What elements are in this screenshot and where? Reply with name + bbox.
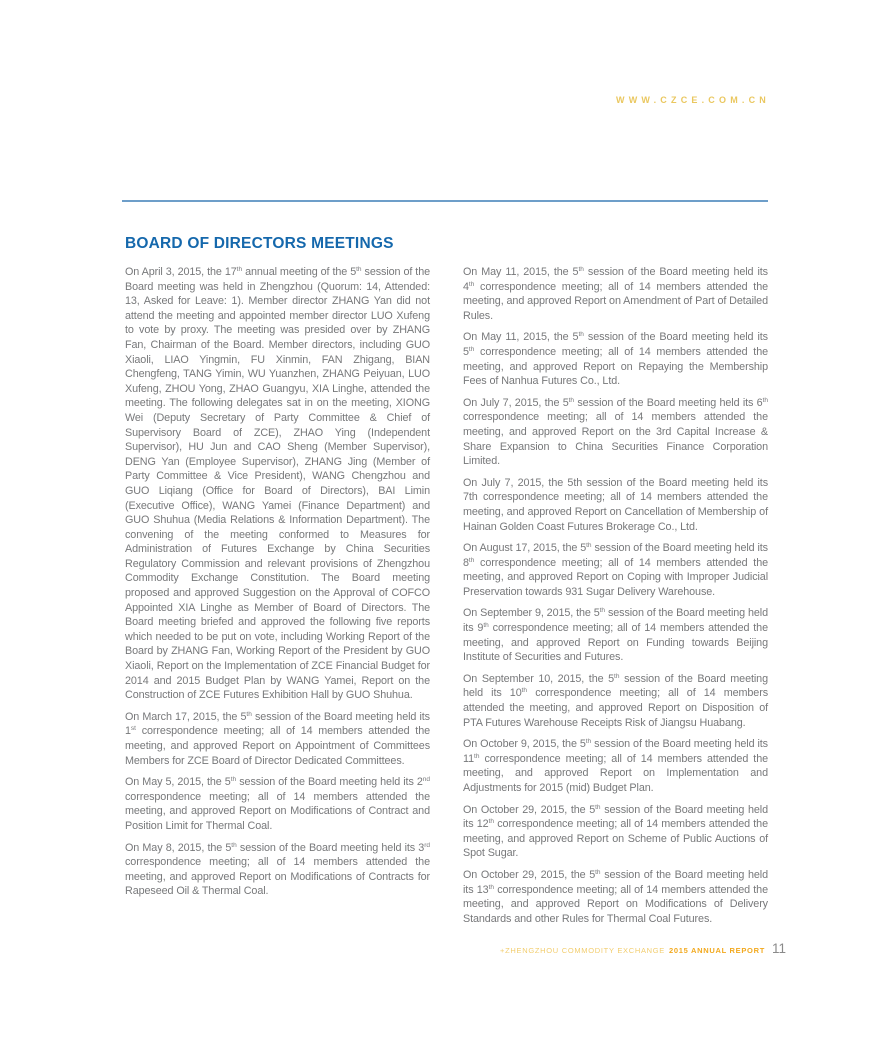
paragraph: On May 5, 2015, the 5th session of the Board meeting held its 2nd correspondence meeting; all of 14 members attended the meeting, and approved Report on Modifications of Contract and Position Limit for Thermal Coal. [125,776,430,832]
page-footer [0,941,786,956]
paragraph: On September 9, 2015, the 5th session of the Board meeting held its 9th correspondence meeting; all of 14 members attended the meeting, and approved Report on Funding towards Beijing Institute of Securities and Futures. [463,607,768,664]
paragraph: On July 7, 2015, the 5th session of the Board meeting held its 7th correspondence meeting; all of 14 members attended the meeting, and approved Report on Cancellation of Membership of Hainan Golden Coast Futures Brokerage Co., Ltd. [463,476,768,533]
page-title: BOARD OF DIRECTORS MEETINGS [125,235,394,252]
footer-exchange-label: ZHENGZHOU COMMODITY EXCHANGE [505,946,666,955]
paragraph: On May 8, 2015, the 5th session of the Board meeting held its 3rd correspondence meeting; all of 14 members attended the meeting, and approved Report on Modifications of Contracts for Rapeseed Oil & Thermal Coal. [125,841,430,898]
paragraph: On October 9, 2015, the 5th session of the Board meeting held its 11th correspondence meeting; all of 14 members attended the meeting, and approved Report on Implementation and Adjustments for 2015 (mid) Budget Plan. [463,738,768,794]
footer-report-title: 2015 ANNUAL REPORT [669,946,765,955]
paragraph: On May 11, 2015, the 5th session of the Board meeting held its 4th correspondence meeting; all of 14 members attended the meeting, and approved Report on Amendment of Part of Detailed Rules. [463,266,768,322]
paragraph: On September 10, 2015, the 5th session of the Board meeting held its 10th correspondence meeting; all of 14 members attended the meeting, and approved Report on Disposition of PTA Futures Warehouse Receipts Risk of Jiangsu Huabang. [463,672,768,729]
paragraph: On August 17, 2015, the 5th session of the Board meeting held its 8th correspondence meeting; all of 14 members attended the meeting, and approved Report on Coping with Improper Judicial Preservation towards 931 Sugar Delivery Warehouse. [463,542,768,598]
page-number: 11 [771,941,786,956]
body-columns [125,265,768,933]
right-column [463,265,768,933]
paragraph: On April 3, 2015, the 17th annual meeting of the 5th session of the Board meeting was held in Zhengzhou (Quorum: 14, Attended: 13, Asked for Leave: 1). Member director ZHANG Yan did not attend the meeting and appointed member director LUO Xufeng to vote by proxy. The meeting was presided over by ZHANG Fan, Chairman of the Board. Member directors, including GUO Xiaoli, LIAO Yingmin, FU Xinmin, FAN Zhigang, BIAN Chengfeng, TANG Yimin, WU Yuanzhen, ZHANG Peiyuan, LUO Xufeng, ZHOU Yong, ZHAO Guangyu, XIA Linghe, attended the meeting. The following delegates sat in on the meeting, XIONG Wei (Deputy Secretary of Party Committee & Chief of Supervisory Board of ZCE), ZHAO Ying (Independent Supervisor), HU Jun and CAO Sheng (Member Supervisor), DENG Yan (Employee Supervisor), ZHANG Jing (Member of Party Committee & Vice President), WANG Chengzhou and GUO Liqiang (Office for Board of Directors), BAI Limin (Executive Office), WANG Yamei (Finance Department) and GUO Shuhua (Media Relations & Information Department). The convening of the meeting conformed to Measures for Administration of Futures Exchange by China Securities Regulatory Commission and relevant provisions of Zhengzhou Commodity Exchange Constitution. The Board meeting proposed and approved Suggestion on the Approval of COFCO Appointed XIA Linghe as Member of Board of Directors. The Board meeting briefed and approved the following five reports which needed to be put on vote, including Working Report of the Board by ZHANG Fan, Working Report of the President by GUO Xiaoli, Report on the Implementation of ZCE Financial Budget for 2014 and 2015 Budget Plan by WANG Yamei, Report on the Construction of ZCE Futures Exhibition Hall by GUO Shuhua. [125,266,431,702]
paragraph: On July 7, 2015, the 5th session of the Board meeting held its 6th correspondence meeting; all of 14 members attended the meeting, and approved Report on the 3rd Capital Increase & Share Expansion to China Securities Finance Corporation Limited. [463,396,768,468]
website-url: WWW.CZCE.COM.CN [616,95,770,105]
paragraph: On October 29, 2015, the 5th session of the Board meeting held its 12th correspondence meeting; all of 14 members attended the meeting, and approved Report on Scheme of Public Auctions of Spot Sugar. [463,803,769,860]
paragraph: On October 29, 2015, the 5th session of the Board meeting held its 13th correspondence meeting; all of 14 members attended the meeting, and approved Report on Modifications of Delivery Standards and other Rules for Thermal Coal Futures. [463,868,769,925]
left-column [125,265,430,933]
section-divider-line [122,200,768,202]
footer-prefix-mark: + [500,946,506,955]
footer-exchange-name [500,946,665,955]
paragraph: On March 17, 2015, the 5th session of the Board meeting held its 1st correspondence meeting; all of 14 members attended the meeting, and approved Report on Appointment of Committees Members for ZCE Board of Director Dedicated Committees. [125,710,430,767]
paragraph: On May 11, 2015, the 5th session of the Board meeting held its 5th correspondence meeting; all of 14 members attended the meeting, and approved Report on Repaying the Membership Fees of Nanhua Futures Co., Ltd. [463,331,768,388]
